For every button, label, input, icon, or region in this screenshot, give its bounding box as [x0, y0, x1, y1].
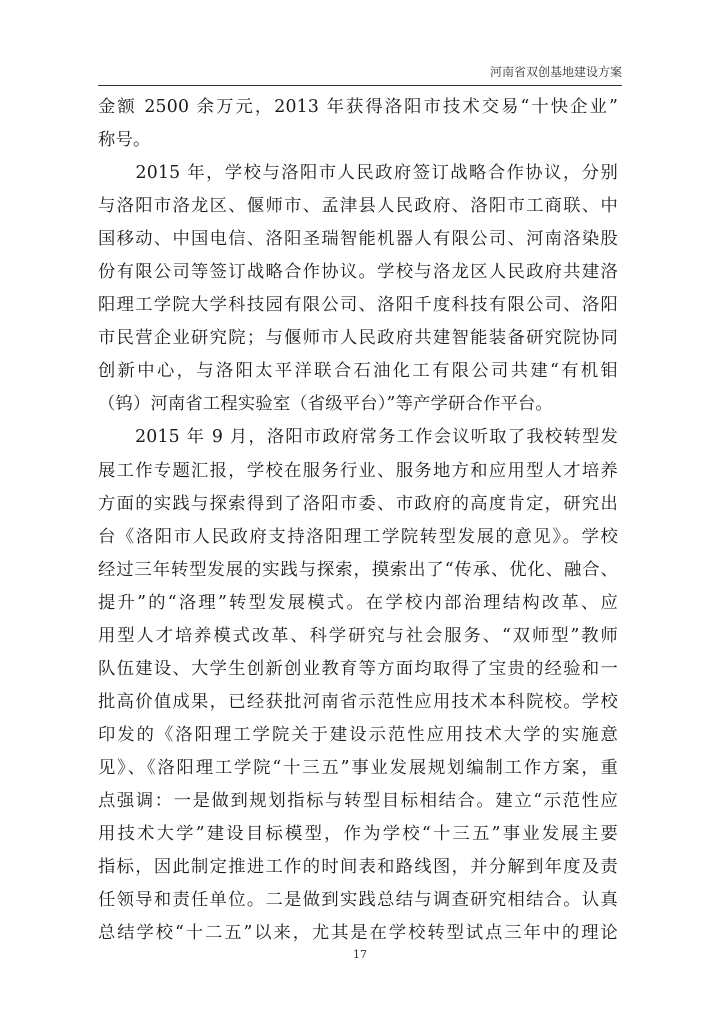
text-line: 总结学校“十二五”以来，尤其是在学校转型试点三年中的理论: [98, 923, 618, 944]
text-line: 创新中心，与洛阳太平洋联合石油化工有限公司共建“有机钼: [98, 361, 618, 382]
text-line: 国移动、中国电信、洛阳圣瑞智能机器人有限公司、河南洛染股: [98, 229, 618, 250]
text-line: 阳理工学院大学科技园有限公司、洛阳千度科技有限公司、洛阳: [98, 295, 618, 316]
text-line: 用技术大学”建设目标模型，作为学校“十三五”事业发展主要: [98, 824, 618, 845]
text-line: 份有限公司等签订战略合作协议。学校与洛龙区人民政府共建洛: [98, 262, 618, 283]
text-line: 展工作专题汇报，学校在服务行业、服务地方和应用型人才培养: [98, 460, 618, 481]
body-text: [98, 91, 618, 950]
text-line: 2015 年，学校与洛阳市人民政府签订战略合作协议，分别: [98, 163, 618, 184]
header-title: 河南省双创基地建设方案: [489, 65, 622, 79]
running-header: [98, 63, 622, 86]
page-number: 17: [353, 948, 367, 961]
text-line: 台《洛阳市人民政府支持洛阳理工学院转型发展的意见》。学校: [98, 526, 618, 547]
text-line: 提升”的“洛理”转型发展模式。在学校内部治理结构改革、应: [98, 592, 618, 613]
text-line: 点强调：一是做到规划指标与转型目标相结合。建立“示范性应: [98, 790, 618, 811]
text-line: 见》、《洛阳理工学院“十三五”事业发展规划编制工作方案，重: [98, 757, 618, 778]
text-line: 与洛阳市洛龙区、偃师市、孟津县人民政府、洛阳市工商联、中: [98, 196, 618, 217]
text-line: 称号。: [98, 130, 151, 151]
text-line: 用型人才培养模式改革、科学研究与社会服务、“双师型”教师: [98, 625, 618, 646]
text-line: 队伍建设、大学生创新创业教育等方面均取得了宝贵的经验和一: [98, 658, 618, 679]
text-line: 指标，因此制定推进工作的时间表和路线图，并分解到年度及责: [98, 857, 618, 878]
text-line: 金额 2500 余万元，2013 年获得洛阳市技术交易“十快企业”: [98, 97, 618, 117]
text-line: 方面的实践与探索得到了洛阳市委、市政府的高度肯定，研究出: [98, 493, 618, 514]
text-line: 2015 年 9 月，洛阳市政府常务工作会议听取了我校转型发: [98, 427, 618, 448]
text-line: 印发的《洛阳理工学院关于建设示范性应用技术大学的实施意: [98, 724, 618, 745]
text-line: 经过三年转型发展的实践与探索，摸索出了“传承、优化、融合、: [98, 559, 618, 580]
text-line: （钨）河南省工程实验室（省级平台）”等产学研合作平台。: [98, 394, 553, 415]
text-line: 市民营企业研究院；与偃师市人民政府共建智能装备研究院协同: [98, 328, 618, 349]
text-line: 批高价值成果，已经获批河南省示范性应用技术本科院校。学校: [98, 691, 618, 712]
text-line: 任领导和责任单位。二是做到实践总结与调查研究相结合。认真: [98, 890, 618, 911]
